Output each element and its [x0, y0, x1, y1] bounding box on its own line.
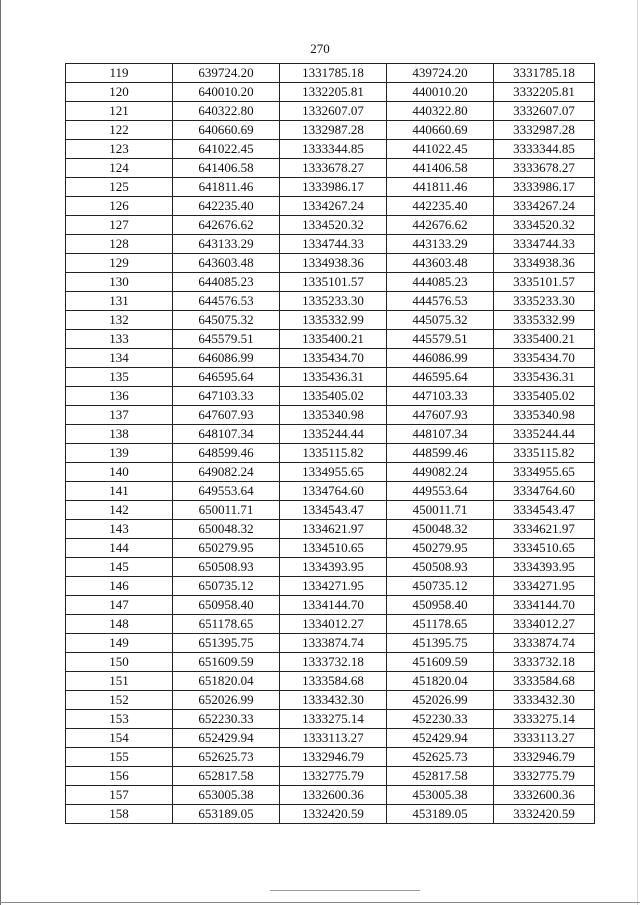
x-local-cell: 440660.69 [387, 121, 494, 140]
table-row [66, 254, 595, 273]
y-coordinate-cell: 1332205.81 [280, 83, 387, 102]
x-local-cell: 450048.32 [387, 520, 494, 539]
y-coordinate-cell: 1335244.44 [280, 425, 387, 444]
x-local-cell: 446086.99 [387, 349, 494, 368]
scan-edge-left [0, 0, 1, 905]
x-coordinate-cell: 650508.93 [173, 558, 280, 577]
table-row [66, 558, 595, 577]
y-coordinate-cell: 1335400.21 [280, 330, 387, 349]
x-local-cell: 441406.58 [387, 159, 494, 178]
y-coordinate-cell: 1335233.30 [280, 292, 387, 311]
x-coordinate-cell: 650958.40 [173, 596, 280, 615]
table-row [66, 159, 595, 178]
table-row [66, 311, 595, 330]
y-coordinate-cell: 1333275.14 [280, 710, 387, 729]
y-local-cell: 3334621.97 [494, 520, 595, 539]
x-local-cell: 452817.58 [387, 767, 494, 786]
x-coordinate-cell: 640010.20 [173, 83, 280, 102]
x-coordinate-cell: 652429.94 [173, 729, 280, 748]
y-local-cell: 3333678.27 [494, 159, 595, 178]
y-local-cell: 3334764.60 [494, 482, 595, 501]
x-local-cell: 451820.04 [387, 672, 494, 691]
y-local-cell: 3335233.30 [494, 292, 595, 311]
y-local-cell: 3335340.98 [494, 406, 595, 425]
point-number-cell: 142 [66, 501, 173, 520]
x-coordinate-cell: 652817.58 [173, 767, 280, 786]
x-coordinate-cell: 643133.29 [173, 235, 280, 254]
x-coordinate-cell: 652625.73 [173, 748, 280, 767]
x-coordinate-cell: 651395.75 [173, 634, 280, 653]
point-number-cell: 124 [66, 159, 173, 178]
point-number-cell: 140 [66, 463, 173, 482]
y-local-cell: 3334144.70 [494, 596, 595, 615]
point-number-cell: 158 [66, 805, 173, 824]
table-row [66, 653, 595, 672]
point-number-cell: 134 [66, 349, 173, 368]
table-row [66, 140, 595, 159]
x-coordinate-cell: 639724.20 [173, 64, 280, 83]
point-number-cell: 157 [66, 786, 173, 805]
table-row [66, 216, 595, 235]
y-local-cell: 3333344.85 [494, 140, 595, 159]
y-coordinate-cell: 1335101.57 [280, 273, 387, 292]
y-coordinate-cell: 1333344.85 [280, 140, 387, 159]
y-coordinate-cell: 1333113.27 [280, 729, 387, 748]
x-coordinate-cell: 653005.38 [173, 786, 280, 805]
y-local-cell: 3335244.44 [494, 425, 595, 444]
table-row [66, 178, 595, 197]
y-coordinate-cell: 1332987.28 [280, 121, 387, 140]
x-local-cell: 453189.05 [387, 805, 494, 824]
x-local-cell: 441022.45 [387, 140, 494, 159]
y-coordinate-cell: 1335405.02 [280, 387, 387, 406]
y-coordinate-cell: 1334744.33 [280, 235, 387, 254]
y-local-cell: 3332775.79 [494, 767, 595, 786]
x-local-cell: 452026.99 [387, 691, 494, 710]
x-local-cell: 450958.40 [387, 596, 494, 615]
y-coordinate-cell: 1334520.32 [280, 216, 387, 235]
y-coordinate-cell: 1333874.74 [280, 634, 387, 653]
y-local-cell: 3334267.24 [494, 197, 595, 216]
x-coordinate-cell: 645075.32 [173, 311, 280, 330]
table-row [66, 444, 595, 463]
y-coordinate-cell: 1335115.82 [280, 444, 387, 463]
x-local-cell: 448599.46 [387, 444, 494, 463]
x-coordinate-cell: 641811.46 [173, 178, 280, 197]
x-local-cell: 451178.65 [387, 615, 494, 634]
y-local-cell: 3335434.70 [494, 349, 595, 368]
table-row [66, 368, 595, 387]
y-local-cell: 3334744.33 [494, 235, 595, 254]
table-row [66, 710, 595, 729]
y-coordinate-cell: 1332946.79 [280, 748, 387, 767]
x-local-cell: 448107.34 [387, 425, 494, 444]
y-local-cell: 3332946.79 [494, 748, 595, 767]
point-number-cell: 135 [66, 368, 173, 387]
x-local-cell: 442235.40 [387, 197, 494, 216]
x-coordinate-cell: 649553.64 [173, 482, 280, 501]
point-number-cell: 148 [66, 615, 173, 634]
x-coordinate-cell: 640660.69 [173, 121, 280, 140]
x-coordinate-cell: 650011.71 [173, 501, 280, 520]
coordinates-table [65, 63, 595, 824]
table-row [66, 64, 595, 83]
y-local-cell: 3334510.65 [494, 539, 595, 558]
x-coordinate-cell: 650279.95 [173, 539, 280, 558]
x-local-cell: 442676.62 [387, 216, 494, 235]
x-local-cell: 451609.59 [387, 653, 494, 672]
table-row [66, 767, 595, 786]
table-row [66, 672, 595, 691]
table-row [66, 197, 595, 216]
y-coordinate-cell: 1334510.65 [280, 539, 387, 558]
x-local-cell: 450735.12 [387, 577, 494, 596]
point-number-cell: 147 [66, 596, 173, 615]
x-local-cell: 440010.20 [387, 83, 494, 102]
table-row [66, 349, 595, 368]
y-local-cell: 3334012.27 [494, 615, 595, 634]
table-row [66, 121, 595, 140]
point-number-cell: 129 [66, 254, 173, 273]
table-row [66, 273, 595, 292]
point-number-cell: 128 [66, 235, 173, 254]
point-number-cell: 150 [66, 653, 173, 672]
y-local-cell: 3335115.82 [494, 444, 595, 463]
point-number-cell: 130 [66, 273, 173, 292]
x-local-cell: 440322.80 [387, 102, 494, 121]
point-number-cell: 127 [66, 216, 173, 235]
x-local-cell: 450508.93 [387, 558, 494, 577]
x-local-cell: 452230.33 [387, 710, 494, 729]
x-local-cell: 453005.38 [387, 786, 494, 805]
point-number-cell: 137 [66, 406, 173, 425]
point-number-cell: 136 [66, 387, 173, 406]
point-number-cell: 123 [66, 140, 173, 159]
x-coordinate-cell: 647607.93 [173, 406, 280, 425]
x-local-cell: 451395.75 [387, 634, 494, 653]
y-coordinate-cell: 1334144.70 [280, 596, 387, 615]
y-coordinate-cell: 1335436.31 [280, 368, 387, 387]
x-coordinate-cell: 648107.34 [173, 425, 280, 444]
y-local-cell: 3334938.36 [494, 254, 595, 273]
y-local-cell: 3333432.30 [494, 691, 595, 710]
x-local-cell: 452429.94 [387, 729, 494, 748]
point-number-cell: 141 [66, 482, 173, 501]
y-coordinate-cell: 1335340.98 [280, 406, 387, 425]
y-local-cell: 3332600.36 [494, 786, 595, 805]
y-coordinate-cell: 1335332.99 [280, 311, 387, 330]
x-local-cell: 449082.24 [387, 463, 494, 482]
x-local-cell: 443133.29 [387, 235, 494, 254]
y-local-cell: 3334271.95 [494, 577, 595, 596]
footer-rule [270, 890, 420, 891]
y-coordinate-cell: 1331785.18 [280, 64, 387, 83]
x-local-cell: 441811.46 [387, 178, 494, 197]
x-coordinate-cell: 653189.05 [173, 805, 280, 824]
x-coordinate-cell: 647103.33 [173, 387, 280, 406]
y-local-cell: 3333275.14 [494, 710, 595, 729]
y-local-cell: 3335436.31 [494, 368, 595, 387]
x-local-cell: 443603.48 [387, 254, 494, 273]
x-coordinate-cell: 646086.99 [173, 349, 280, 368]
point-number-cell: 119 [66, 64, 173, 83]
table-row [66, 83, 595, 102]
x-coordinate-cell: 640322.80 [173, 102, 280, 121]
x-coordinate-cell: 650048.32 [173, 520, 280, 539]
y-local-cell: 3332420.59 [494, 805, 595, 824]
y-local-cell: 3331785.18 [494, 64, 595, 83]
y-local-cell: 3334543.47 [494, 501, 595, 520]
scan-edge-bottom [0, 902, 640, 903]
y-coordinate-cell: 1332775.79 [280, 767, 387, 786]
x-local-cell: 446595.64 [387, 368, 494, 387]
x-local-cell: 449553.64 [387, 482, 494, 501]
table-row [66, 577, 595, 596]
point-number-cell: 125 [66, 178, 173, 197]
y-coordinate-cell: 1333584.68 [280, 672, 387, 691]
y-local-cell: 3333874.74 [494, 634, 595, 653]
y-coordinate-cell: 1334955.65 [280, 463, 387, 482]
table-row [66, 748, 595, 767]
x-local-cell: 447103.33 [387, 387, 494, 406]
x-coordinate-cell: 642676.62 [173, 216, 280, 235]
coordinates-table-body [66, 64, 595, 824]
table-row [66, 786, 595, 805]
table-row [66, 425, 595, 444]
y-local-cell: 3333732.18 [494, 653, 595, 672]
y-coordinate-cell: 1334938.36 [280, 254, 387, 273]
y-coordinate-cell: 1334012.27 [280, 615, 387, 634]
table-row [66, 596, 595, 615]
x-coordinate-cell: 645579.51 [173, 330, 280, 349]
y-coordinate-cell: 1334393.95 [280, 558, 387, 577]
point-number-cell: 120 [66, 83, 173, 102]
y-coordinate-cell: 1334621.97 [280, 520, 387, 539]
table-row [66, 292, 595, 311]
table-row [66, 520, 595, 539]
table-row [66, 729, 595, 748]
point-number-cell: 155 [66, 748, 173, 767]
x-local-cell: 445579.51 [387, 330, 494, 349]
point-number-cell: 143 [66, 520, 173, 539]
table-row [66, 330, 595, 349]
y-local-cell: 3332607.07 [494, 102, 595, 121]
y-local-cell: 3335400.21 [494, 330, 595, 349]
y-local-cell: 3332205.81 [494, 83, 595, 102]
x-coordinate-cell: 651820.04 [173, 672, 280, 691]
scan-edge-right [637, 0, 638, 905]
y-coordinate-cell: 1332607.07 [280, 102, 387, 121]
y-local-cell: 3335332.99 [494, 311, 595, 330]
table-row [66, 235, 595, 254]
point-number-cell: 156 [66, 767, 173, 786]
x-coordinate-cell: 643603.48 [173, 254, 280, 273]
point-number-cell: 146 [66, 577, 173, 596]
table-row [66, 387, 595, 406]
y-coordinate-cell: 1333678.27 [280, 159, 387, 178]
table-row [66, 615, 595, 634]
x-local-cell: 444085.23 [387, 273, 494, 292]
point-number-cell: 132 [66, 311, 173, 330]
x-coordinate-cell: 642235.40 [173, 197, 280, 216]
y-coordinate-cell: 1333986.17 [280, 178, 387, 197]
point-number-cell: 151 [66, 672, 173, 691]
x-coordinate-cell: 651178.65 [173, 615, 280, 634]
point-number-cell: 133 [66, 330, 173, 349]
x-coordinate-cell: 644085.23 [173, 273, 280, 292]
y-local-cell: 3333584.68 [494, 672, 595, 691]
x-local-cell: 439724.20 [387, 64, 494, 83]
point-number-cell: 131 [66, 292, 173, 311]
x-coordinate-cell: 648599.46 [173, 444, 280, 463]
y-coordinate-cell: 1333432.30 [280, 691, 387, 710]
point-number-cell: 154 [66, 729, 173, 748]
y-coordinate-cell: 1335434.70 [280, 349, 387, 368]
point-number-cell: 121 [66, 102, 173, 121]
table-row [66, 463, 595, 482]
y-coordinate-cell: 1332420.59 [280, 805, 387, 824]
x-local-cell: 445075.32 [387, 311, 494, 330]
x-coordinate-cell: 650735.12 [173, 577, 280, 596]
x-coordinate-cell: 644576.53 [173, 292, 280, 311]
table-row [66, 634, 595, 653]
y-local-cell: 3333986.17 [494, 178, 595, 197]
x-coordinate-cell: 652026.99 [173, 691, 280, 710]
point-number-cell: 152 [66, 691, 173, 710]
y-coordinate-cell: 1334543.47 [280, 501, 387, 520]
y-local-cell: 3335101.57 [494, 273, 595, 292]
point-number-cell: 153 [66, 710, 173, 729]
table-row [66, 501, 595, 520]
y-local-cell: 3334520.32 [494, 216, 595, 235]
y-local-cell: 3333113.27 [494, 729, 595, 748]
point-number-cell: 138 [66, 425, 173, 444]
y-local-cell: 3334393.95 [494, 558, 595, 577]
x-local-cell: 452625.73 [387, 748, 494, 767]
point-number-cell: 122 [66, 121, 173, 140]
x-coordinate-cell: 641022.45 [173, 140, 280, 159]
x-coordinate-cell: 641406.58 [173, 159, 280, 178]
page-number: 270 [310, 41, 330, 56]
point-number-cell: 145 [66, 558, 173, 577]
x-local-cell: 447607.93 [387, 406, 494, 425]
point-number-cell: 139 [66, 444, 173, 463]
y-local-cell: 3334955.65 [494, 463, 595, 482]
y-local-cell: 3335405.02 [494, 387, 595, 406]
y-coordinate-cell: 1332600.36 [280, 786, 387, 805]
x-coordinate-cell: 651609.59 [173, 653, 280, 672]
table-row [66, 539, 595, 558]
y-coordinate-cell: 1334764.60 [280, 482, 387, 501]
x-local-cell: 444576.53 [387, 292, 494, 311]
table-row [66, 482, 595, 501]
x-local-cell: 450279.95 [387, 539, 494, 558]
point-number-cell: 144 [66, 539, 173, 558]
y-coordinate-cell: 1334267.24 [280, 197, 387, 216]
point-number-cell: 126 [66, 197, 173, 216]
x-coordinate-cell: 649082.24 [173, 463, 280, 482]
y-coordinate-cell: 1334271.95 [280, 577, 387, 596]
table-row [66, 102, 595, 121]
y-local-cell: 3332987.28 [494, 121, 595, 140]
x-local-cell: 450011.71 [387, 501, 494, 520]
x-coordinate-cell: 652230.33 [173, 710, 280, 729]
point-number-cell: 149 [66, 634, 173, 653]
table-row [66, 406, 595, 425]
table-row [66, 691, 595, 710]
y-coordinate-cell: 1333732.18 [280, 653, 387, 672]
x-coordinate-cell: 646595.64 [173, 368, 280, 387]
table-row [66, 805, 595, 824]
